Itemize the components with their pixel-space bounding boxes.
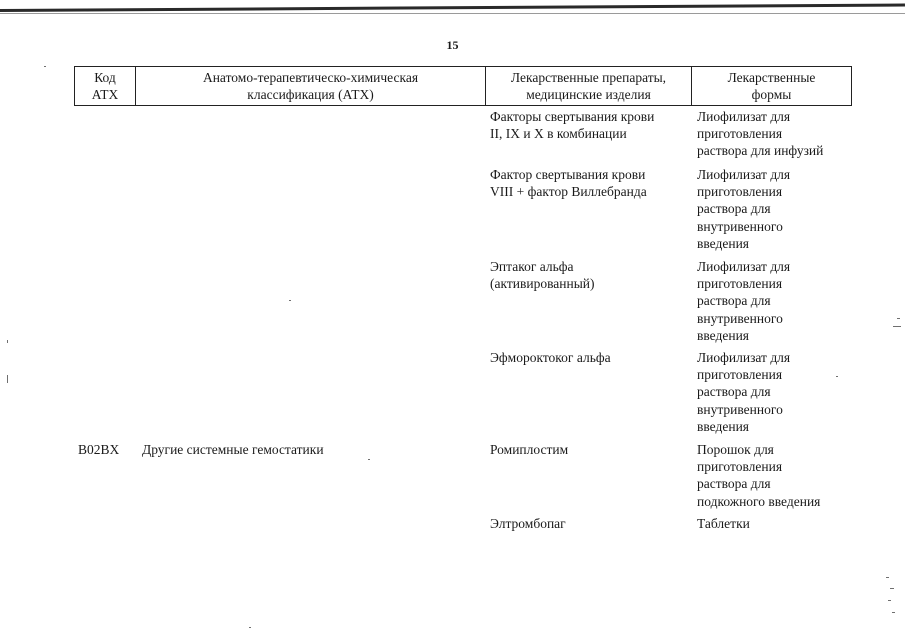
header-class-line-1: Анатомо-терапевтическо-химическая <box>202 70 419 85</box>
drug-line: Ромиплостим <box>490 442 569 457</box>
drug-line: Фактор свертывания крови <box>490 167 646 182</box>
table-row-drug <box>490 441 568 458</box>
table-row-drug <box>490 515 566 532</box>
scan-speck <box>886 577 889 578</box>
page-top-rule <box>0 3 905 12</box>
table-row-form <box>697 441 820 510</box>
table-row-drug <box>490 349 611 366</box>
scan-speck <box>368 459 370 460</box>
header-form-line-1: Лекарственные <box>727 70 816 85</box>
drug-line: Элтромбопаг <box>490 516 566 531</box>
drug-line: VIII + фактор Виллебранда <box>490 184 647 200</box>
header-code-line-1: Код <box>94 70 116 85</box>
form-line: раствора для <box>697 476 771 492</box>
header-code-atx <box>75 67 136 105</box>
header-class-line-2: классификация (АТХ) <box>247 87 374 102</box>
form-line: Порошок для <box>697 442 774 457</box>
header-drugs-devices <box>486 67 692 105</box>
header-drug-line-2: медицинские изделия <box>526 87 651 102</box>
table-row-classification: Другие системные гемостатики <box>142 442 324 457</box>
scan-speck <box>7 340 8 343</box>
header-code-line-2: АТХ <box>91 87 119 102</box>
table-row-form <box>697 166 790 252</box>
form-line: приготовления <box>697 184 783 200</box>
form-line: внутривенного <box>697 218 783 234</box>
header-form-line-2: формы <box>751 87 792 102</box>
form-line: внутривенного <box>697 310 783 326</box>
form-line: Лиофилизат для <box>697 259 791 274</box>
form-line: Лиофилизат для <box>697 350 791 365</box>
scan-speck <box>7 375 8 383</box>
scan-speck <box>888 600 891 601</box>
drug-line: Факторы свертывания крови <box>490 109 655 124</box>
table-row-drug <box>490 166 647 200</box>
drug-line: II, IX и X в комбинации <box>490 126 627 142</box>
scan-speck <box>289 300 291 301</box>
scan-speck <box>890 588 894 589</box>
form-line: приготовления <box>697 276 783 292</box>
form-line: приготовления <box>697 126 783 142</box>
form-line: Лиофилизат для <box>697 167 791 182</box>
page-top-rule-thin <box>0 13 905 14</box>
form-line: подкожного введения <box>697 493 821 509</box>
scan-speck <box>897 318 900 319</box>
form-line: Таблетки <box>697 516 750 531</box>
form-line: приготовления <box>697 367 783 383</box>
form-line: введения <box>697 418 750 434</box>
table-row-form <box>697 349 790 435</box>
form-line: раствора для <box>697 384 771 400</box>
table-row-form <box>697 258 790 344</box>
scan-speck <box>892 612 895 613</box>
form-line: введения <box>697 235 750 251</box>
form-line: введения <box>697 327 750 343</box>
drug-line: Эптаког альфа <box>490 259 574 274</box>
form-line: раствора для <box>697 201 771 217</box>
drug-line: (активированный) <box>490 276 595 292</box>
table-header <box>74 66 852 106</box>
table-row-code: B02BX <box>78 442 120 457</box>
header-drug-line-1: Лекарственные препараты, <box>510 70 667 85</box>
form-line: внутривенного <box>697 401 783 417</box>
table-row-form <box>697 515 750 532</box>
form-line: раствора для <box>697 293 771 309</box>
header-atx-classification <box>136 67 486 105</box>
scan-speck <box>44 66 46 67</box>
table-row-drug <box>490 108 654 142</box>
form-line: раствора для инфузий <box>697 143 824 159</box>
drug-line: Эфмороктоког альфа <box>490 350 611 365</box>
form-line: приготовления <box>697 459 783 475</box>
form-line: Лиофилизат для <box>697 109 791 124</box>
table-row-drug <box>490 258 595 292</box>
scan-speck <box>893 326 901 327</box>
page-number: 15 <box>446 38 459 52</box>
header-dosage-forms <box>692 67 851 105</box>
scan-speck <box>249 627 251 628</box>
table-row-form <box>697 108 823 160</box>
scan-speck <box>836 376 838 377</box>
